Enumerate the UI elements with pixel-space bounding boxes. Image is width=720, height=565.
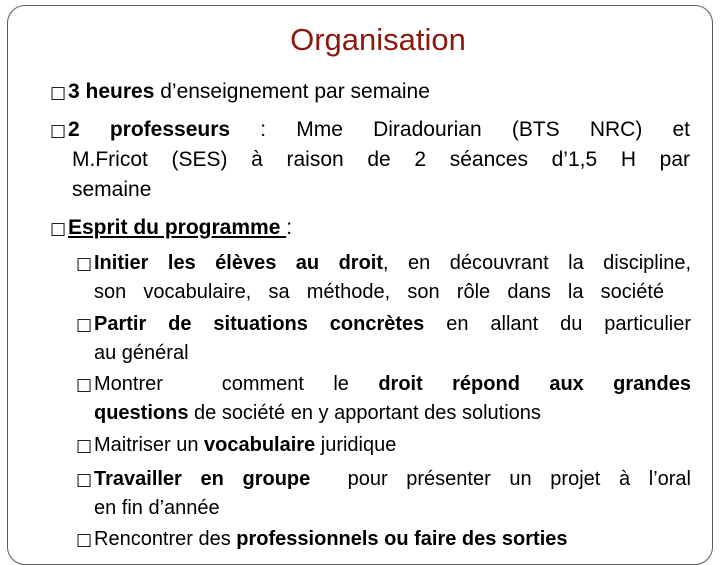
sub-bullet-travailler-line2: en fin d’année — [94, 497, 220, 519]
bullet-square-icon: □ — [76, 530, 93, 550]
sub-bullet-initier: □Initier les élèves au droit, en découvrant la discipline, — [76, 249, 691, 279]
bullet-square-icon: □ — [76, 315, 93, 335]
bullet-teachers-line2: M.Fricot (SES) à raison de 2 séances d’1,5 H par — [72, 148, 690, 171]
sub-bullet-initier-line2: son vocabulaire, sa méthode, son rôle dans la société — [94, 281, 664, 303]
sub-bullet-maitriser: □Maitriser un vocabulaire juridique — [76, 431, 691, 461]
bullet-spirit: □Esprit du programme : — [50, 214, 690, 243]
slide-title: Organisation — [290, 22, 466, 57]
bullet-square-icon: □ — [50, 219, 67, 239]
sub-bullet-travailler: □Travailler en groupe pour présenter un projet à l’oral — [76, 465, 691, 495]
sub-bullet-partir: □Partir de situations concrètes en allant du particulier — [76, 310, 691, 340]
bullet-square-icon: □ — [50, 83, 67, 103]
bullet-square-icon: □ — [50, 121, 67, 141]
bullet-square-icon: □ — [76, 470, 93, 490]
sub-bullet-partir-line2: au général — [94, 342, 189, 364]
bullet-square-icon: □ — [76, 436, 93, 456]
bullet-teachers: □2 professeurs : Mme Diradourian (BTS NRC) et — [50, 116, 690, 145]
sub-bullet-montrer-line2: questions de société en y apportant des solutions — [94, 402, 541, 424]
bullet-hours: □3 heures d’enseignement par semaine — [50, 78, 690, 107]
bullet-square-icon: □ — [76, 254, 93, 274]
sub-bullet-montrer: □Montrer comment le droit répond aux grandes — [76, 370, 691, 400]
bullet-teachers-line3: semaine — [72, 178, 152, 201]
sub-bullet-rencontrer: □Rencontrer des professionnels ou faire des sorties — [76, 525, 691, 555]
bullet-square-icon: □ — [76, 375, 93, 395]
